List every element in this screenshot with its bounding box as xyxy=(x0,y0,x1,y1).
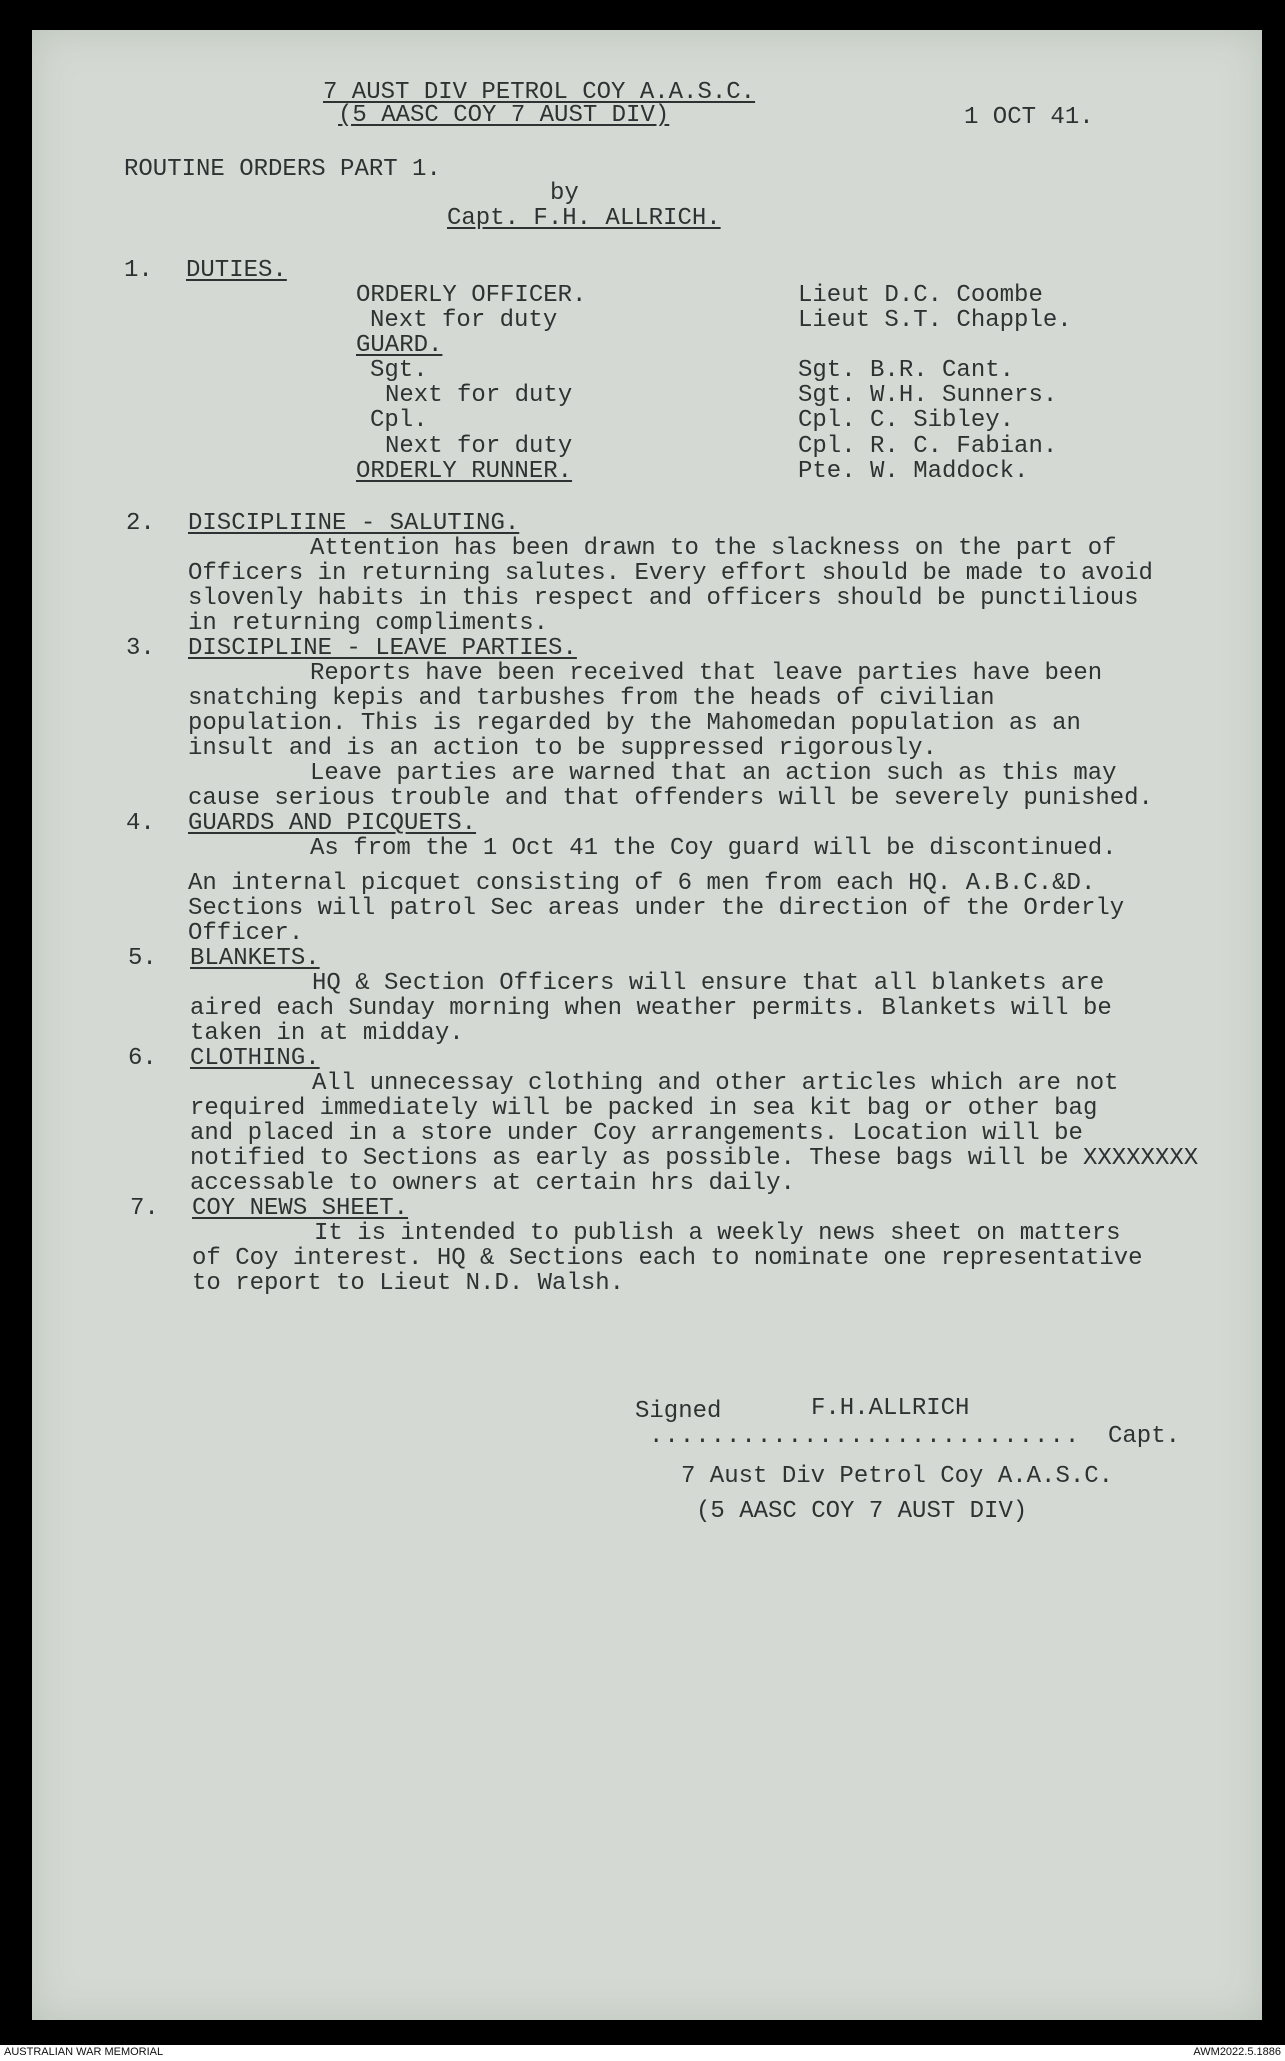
section-number: 1. xyxy=(124,257,153,284)
body-line: in returning compliments. xyxy=(188,610,549,637)
section-number: 3. xyxy=(126,635,155,662)
body-line: insult and is an action to be suppressed rigorously. xyxy=(188,735,937,762)
duty-role: GUARD. xyxy=(356,332,443,359)
section-number: 4. xyxy=(126,810,155,837)
signature-unit-line2: (5 AASC COY 7 AUST DIV) xyxy=(696,1498,1028,1525)
duty-name: Pte. W. Maddock. xyxy=(798,458,1029,485)
signed-name: F.H.ALLRICH xyxy=(811,1395,970,1422)
body-line: population. This is regarded by the Mahomedan population as an xyxy=(188,710,1081,737)
signature-unit-line1: 7 Aust Div Petrol Coy A.A.S.C. xyxy=(681,1463,1114,1490)
section-heading: CLOTHING. xyxy=(190,1045,320,1072)
archive-reference: AWM2022.5.1886 xyxy=(1193,2046,1281,2058)
duty-role: Next for duty xyxy=(385,433,573,460)
archive-name: AUSTRALIAN WAR MEMORIAL xyxy=(4,2046,164,2058)
body-line: It is intended to publish a weekly news sheet on matters xyxy=(314,1220,1121,1247)
duty-name: Sgt. W.H. Sunners. xyxy=(798,382,1058,409)
body-line: Reports have been received that leave parties have been xyxy=(310,660,1103,687)
body-line: As from the 1 Oct 41 the Coy guard will be discontinued. xyxy=(310,835,1117,862)
duty-name: Cpl. R. C. Fabian. xyxy=(798,433,1058,460)
body-line: slovenly habits in this respect and officers should be punctilious xyxy=(188,585,1139,612)
duty-role: ORDERLY RUNNER. xyxy=(356,458,573,485)
section-number: 6. xyxy=(128,1045,157,1072)
section-heading-duties: DUTIES. xyxy=(186,257,287,284)
body-line: required immediately will be packed in sea kit bag or other bag xyxy=(190,1095,1098,1122)
section-heading: COY NEWS SHEET. xyxy=(192,1195,409,1222)
body-line: and placed in a store under Coy arrangements. Location will be xyxy=(190,1120,1083,1147)
body-line: Attention has been drawn to the slackness on the part of xyxy=(310,535,1117,562)
body-line: Officers in returning salutes. Every effort should be made to avoid xyxy=(188,560,1153,587)
by-label: by xyxy=(550,180,579,207)
duty-name: Cpl. C. Sibley. xyxy=(798,407,1015,434)
section-heading: GUARDS AND PICQUETS. xyxy=(188,810,477,837)
body-line: HQ & Section Officers will ensure that all blankets are xyxy=(312,970,1105,997)
body-line: An internal picquet consisting of 6 men from each HQ. A.B.C.&D. xyxy=(188,870,1096,897)
duty-name: Lieut D.C. Coombe xyxy=(798,282,1043,309)
duty-role: Next for duty xyxy=(385,382,573,409)
body-line: taken in at midday. xyxy=(190,1020,464,1047)
section-heading: DISCIPLIINE - SALUTING. xyxy=(188,510,520,537)
body-line: accessable to owners at certain hrs daily. xyxy=(190,1170,795,1197)
body-line: Officer. xyxy=(188,920,304,947)
unit-title-line1: 7 AUST DIV PETROL COY A.A.S.C. xyxy=(323,79,756,106)
section-number: 2. xyxy=(126,510,155,537)
body-line: Sections will patrol Sec areas under the direction of the Orderly xyxy=(188,895,1125,922)
body-line: Leave parties are warned that an action such as this may xyxy=(310,760,1117,787)
section-heading: DISCIPLINE - LEAVE PARTIES. xyxy=(188,635,577,662)
section-number: 5. xyxy=(128,945,157,972)
orders-title: ROUTINE ORDERS PART 1. xyxy=(124,156,441,183)
duty-role: Cpl. xyxy=(370,407,428,434)
body-line: to report to Lieut N.D. Walsh. xyxy=(192,1270,625,1297)
body-line: snatching kepis and tarbushes from the heads of civilian xyxy=(188,685,995,712)
duty-name: Lieut S.T. Chapple. xyxy=(798,307,1072,334)
duty-role: ORDERLY OFFICER. xyxy=(356,282,587,309)
duty-name: Sgt. B.R. Cant. xyxy=(798,357,1015,384)
body-line: aired each Sunday morning when weather permits. Blankets will be xyxy=(190,995,1112,1022)
signed-label: Signed xyxy=(635,1398,722,1425)
document-page xyxy=(32,30,1262,2020)
section-heading: BLANKETS. xyxy=(190,945,320,972)
body-line: All unnecessay clothing and other articles which are not xyxy=(312,1070,1119,1097)
duty-role: Next for duty xyxy=(370,307,558,334)
signature-rank: Capt. xyxy=(1108,1423,1181,1450)
archive-footer xyxy=(0,2045,1285,2061)
document-date: 1 OCT 41. xyxy=(964,104,1094,131)
body-line: of Coy interest. HQ & Sections each to nominate one representative xyxy=(192,1245,1143,1272)
body-line: cause serious trouble and that offenders will be severely punished. xyxy=(188,785,1153,812)
unit-title-line2: (5 AASC COY 7 AUST DIV) xyxy=(338,102,670,129)
body-line: notified to Sections as early as possible. These bags will be XXXXXXXX xyxy=(190,1145,1199,1172)
author-name: Capt. F.H. ALLRICH. xyxy=(447,205,721,232)
section-number: 7. xyxy=(130,1195,159,1222)
duty-role: Sgt. xyxy=(370,357,428,384)
signature-dotted-line: ............................ xyxy=(649,1423,1081,1450)
